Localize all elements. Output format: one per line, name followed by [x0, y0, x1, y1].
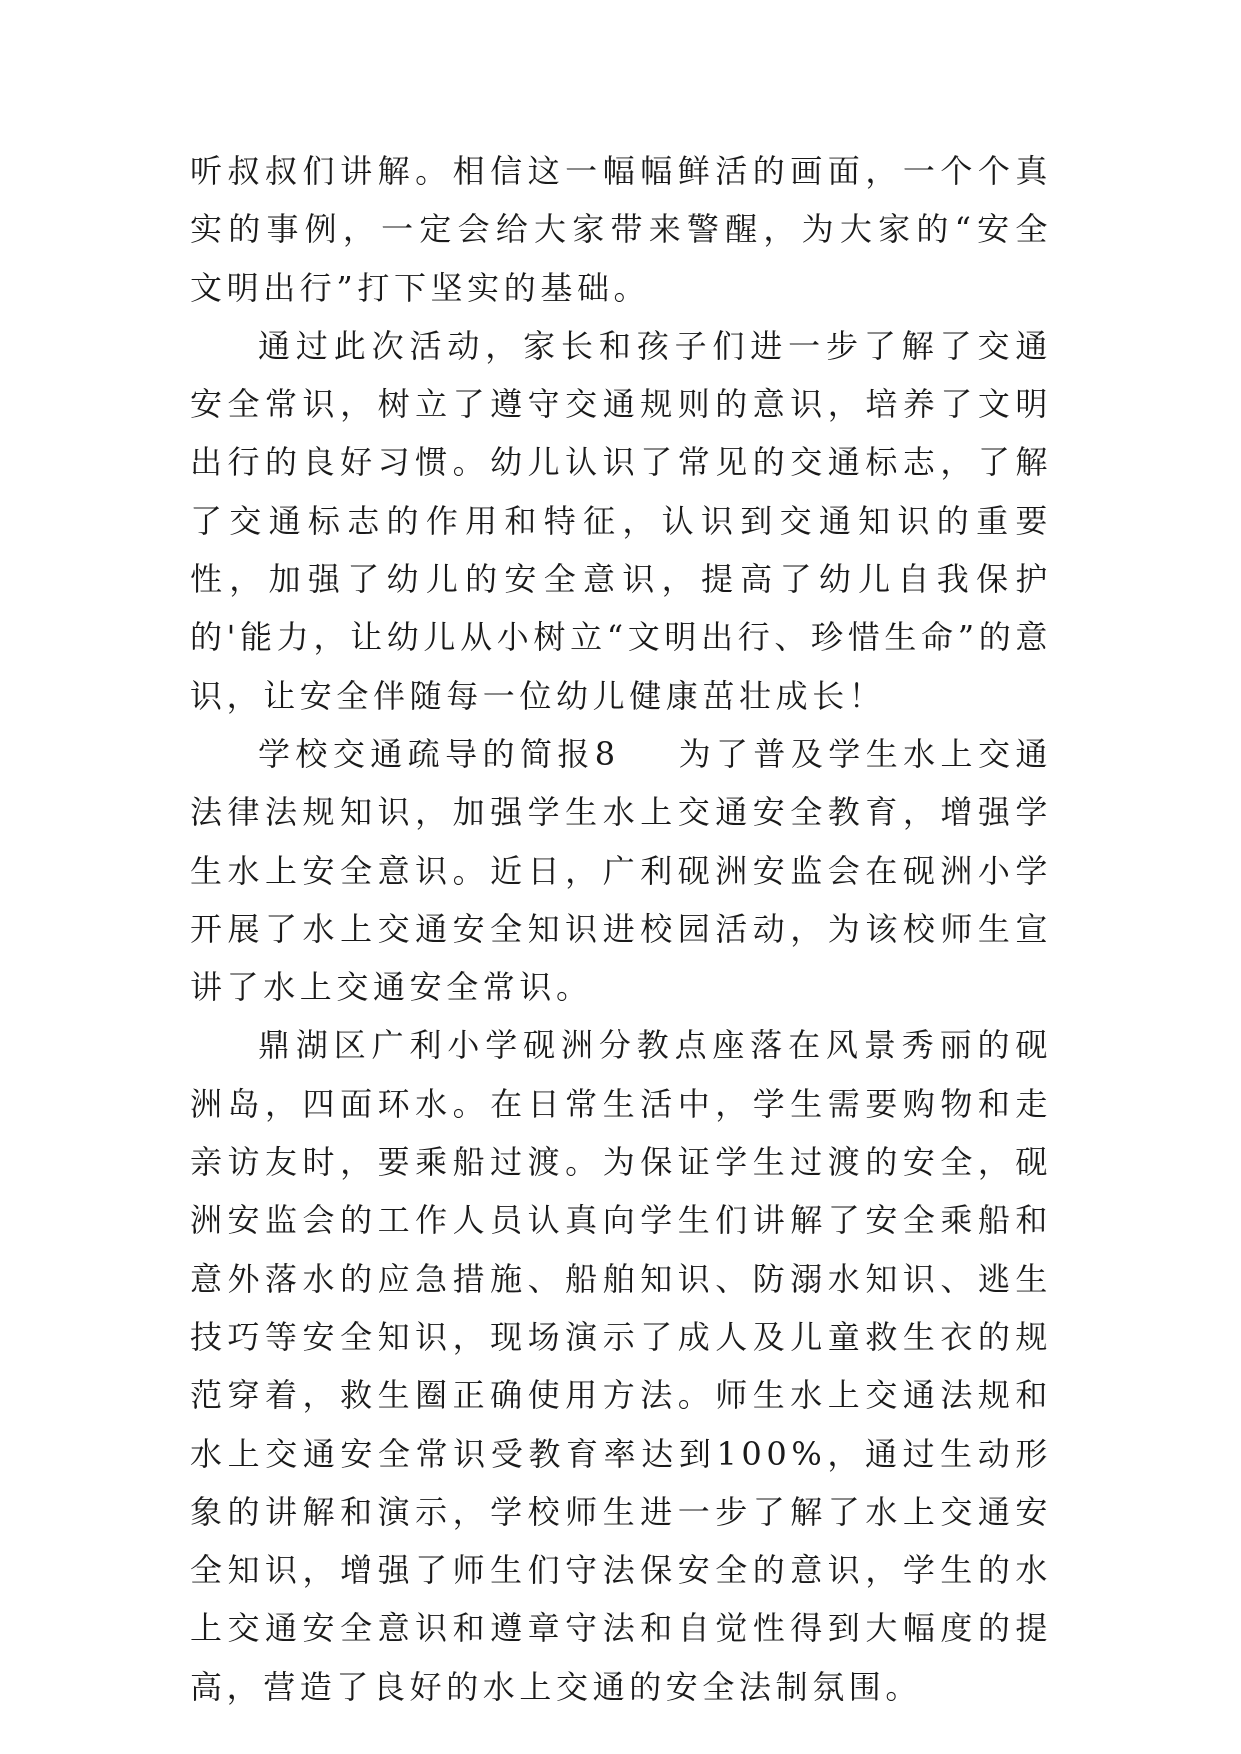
- paragraph-yanzhou-school: 鼎湖区广利小学砚洲分教点座落在风景秀丽的砚洲岛，四面环水。在日常生活中，学生需要购物和走亲访友时，要乘船过渡。为保证学生过渡的安全，砚洲安监会的工作人员认真向学生们讲解了安全乘船和意外落水的应急措施、船舶知识、防溺水知识、逃生技巧等安全知识，现场演示了成人及儿童救生衣的规范穿着，救生圈正确使用方法。师生水上交通法规和水上交通安全常识受教育率达到100%，通过生动形象的讲解和演示，学校师生进一步了解了水上交通安全知识，增强了师生们守法保安全的意识，学生的水上交通安全意识和遵章守法和自觉性得到大幅度的提高，营造了良好的水上交通的安全法制氛围。: [190, 1026, 1052, 1706]
- paragraph-activity-summary: 通过此次活动，家长和孩子们进一步了解了交通安全常识，树立了遵守交通规则的意识，培养了文明出行的良好习惯。幼儿认识了常见的交通标志，了解了交通标志的作用和特征，认识到交通知识的重要性，加强了幼儿的安全意识，提高了幼儿自我保护的'能力，让幼儿从小树立“文明出行、珍惜生命”的意识，让安全伴随每一位幼儿健康茁壮成长！: [190, 326, 1052, 715]
- paragraph-briefing-8: [190, 725, 1052, 1016]
- section-heading: 学校交通疏导的简报8: [258, 734, 620, 773]
- document-page: [190, 142, 1052, 1716]
- paragraph-continuation: 听叔叔们讲解。相信这一幅幅鲜活的画面，一个个真实的事例，一定会给大家带来警醒，为大家的“安全文明出行”打下坚实的基础。: [190, 152, 1052, 307]
- section-body: 为了普及学生水上交通法律法规知识，加强学生水上交通安全教育，增强学生水上安全意识。近日，广利砚洲安监会在砚洲小学开展了水上交通安全知识进校园活动，为该校师生宣讲了水上交通安全常识。: [190, 734, 1052, 1007]
